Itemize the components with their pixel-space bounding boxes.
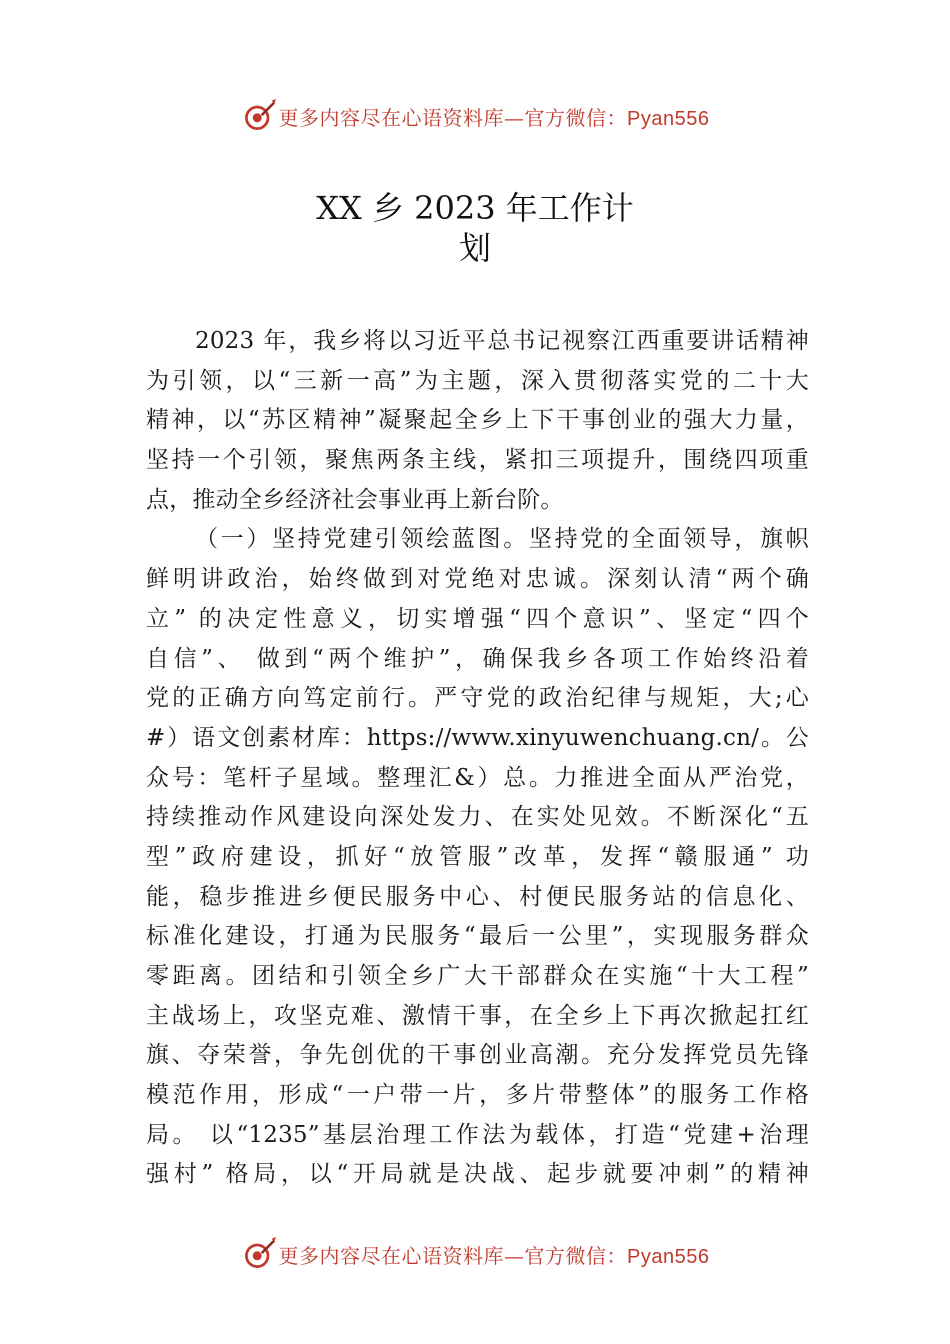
body-line: 精神，以“苏区精神”凝聚起全乡上下干事创业的强大力量， xyxy=(146,407,809,434)
title-line-2: 划 xyxy=(458,229,491,267)
body-line: 主战场上，攻坚克难、激情干事，在全乡上下再次掀起扛红 xyxy=(146,1002,809,1029)
footer-banner xyxy=(0,1234,950,1274)
body-line: 为引领，以“三新一高”为主题，深入贯彻落实党的二十大 xyxy=(146,367,809,394)
body-line: 强村” 格局，以“开局就是决战、起步就要冲刺”的精神 xyxy=(146,1161,809,1188)
document-title xyxy=(0,188,950,268)
body-line: 持续推动作风建设向深处发力、在实处见效。不断深化“五 xyxy=(146,804,809,831)
body-line: 立” 的决定性意义，切实增强“四个意识”、坚定“四个 xyxy=(146,605,809,632)
body-line: #）语文创素材库：https://www.xinyuwenchuang.cn/。公 xyxy=(146,724,809,751)
pen-logo-icon xyxy=(241,98,277,134)
body-line: 零距离。团结和引领全乡广大干部群众在实施“十大工程” xyxy=(146,963,809,989)
body-line: 局。 以“1235”基层治理工作法为载体，打造“党建+治理 xyxy=(146,1121,809,1148)
body-line: 点，推动全乡经济社会事业再上新台阶。 xyxy=(146,486,564,513)
title-line-1: XX 乡 2023 年工作计 xyxy=(316,189,634,227)
body-line: 2023 年，我乡将以习近平总书记视察江西重要讲话精神 xyxy=(195,328,809,354)
body-line: 模范作用，形成“一户带一片，多片带整体”的服务工作格 xyxy=(146,1082,809,1109)
pen-logo-icon xyxy=(241,1236,277,1272)
document-body xyxy=(146,322,809,1195)
banner-text: 更多内容尽在心语资料库—官方微信：Pyan556 xyxy=(278,105,710,130)
body-line: 标准化建设，打通为民服务“最后一公里”，实现服务群众 xyxy=(146,923,809,950)
body-line: 众号：笔杆子星域。整理汇&）总。力推进全面从严治党， xyxy=(146,764,809,791)
body-line: 旗、夺荣誉，争先创优的干事创业高潮。充分发挥党员先锋 xyxy=(146,1042,809,1069)
header-banner xyxy=(0,96,950,136)
banner-text: 更多内容尽在心语资料库—官方微信：Pyan556 xyxy=(278,1243,710,1268)
body-line: 坚持一个引领，聚焦两条主线，紧扣三项提升，围绕四项重 xyxy=(146,447,809,474)
body-line: 能，稳步推进乡便民服务中心、村便民服务站的信息化、 xyxy=(146,883,809,910)
body-line: 鲜明讲政治，始终做到对党绝对忠诚。深刻认清“两个确 xyxy=(146,566,809,593)
body-line: 型”政府建设，抓好“放管服”改革，发挥“赣服通” 功 xyxy=(146,843,809,870)
body-line: （一）坚持党建引领绘蓝图。坚持党的全面领导，旗帜 xyxy=(195,526,809,553)
body-line: 党的正确方向笃定前行。严守党的政治纪律与规矩，大;心 xyxy=(146,685,809,712)
body-line: 自信”、 做到“两个维护”，确保我乡各项工作始终沿着 xyxy=(146,645,809,672)
